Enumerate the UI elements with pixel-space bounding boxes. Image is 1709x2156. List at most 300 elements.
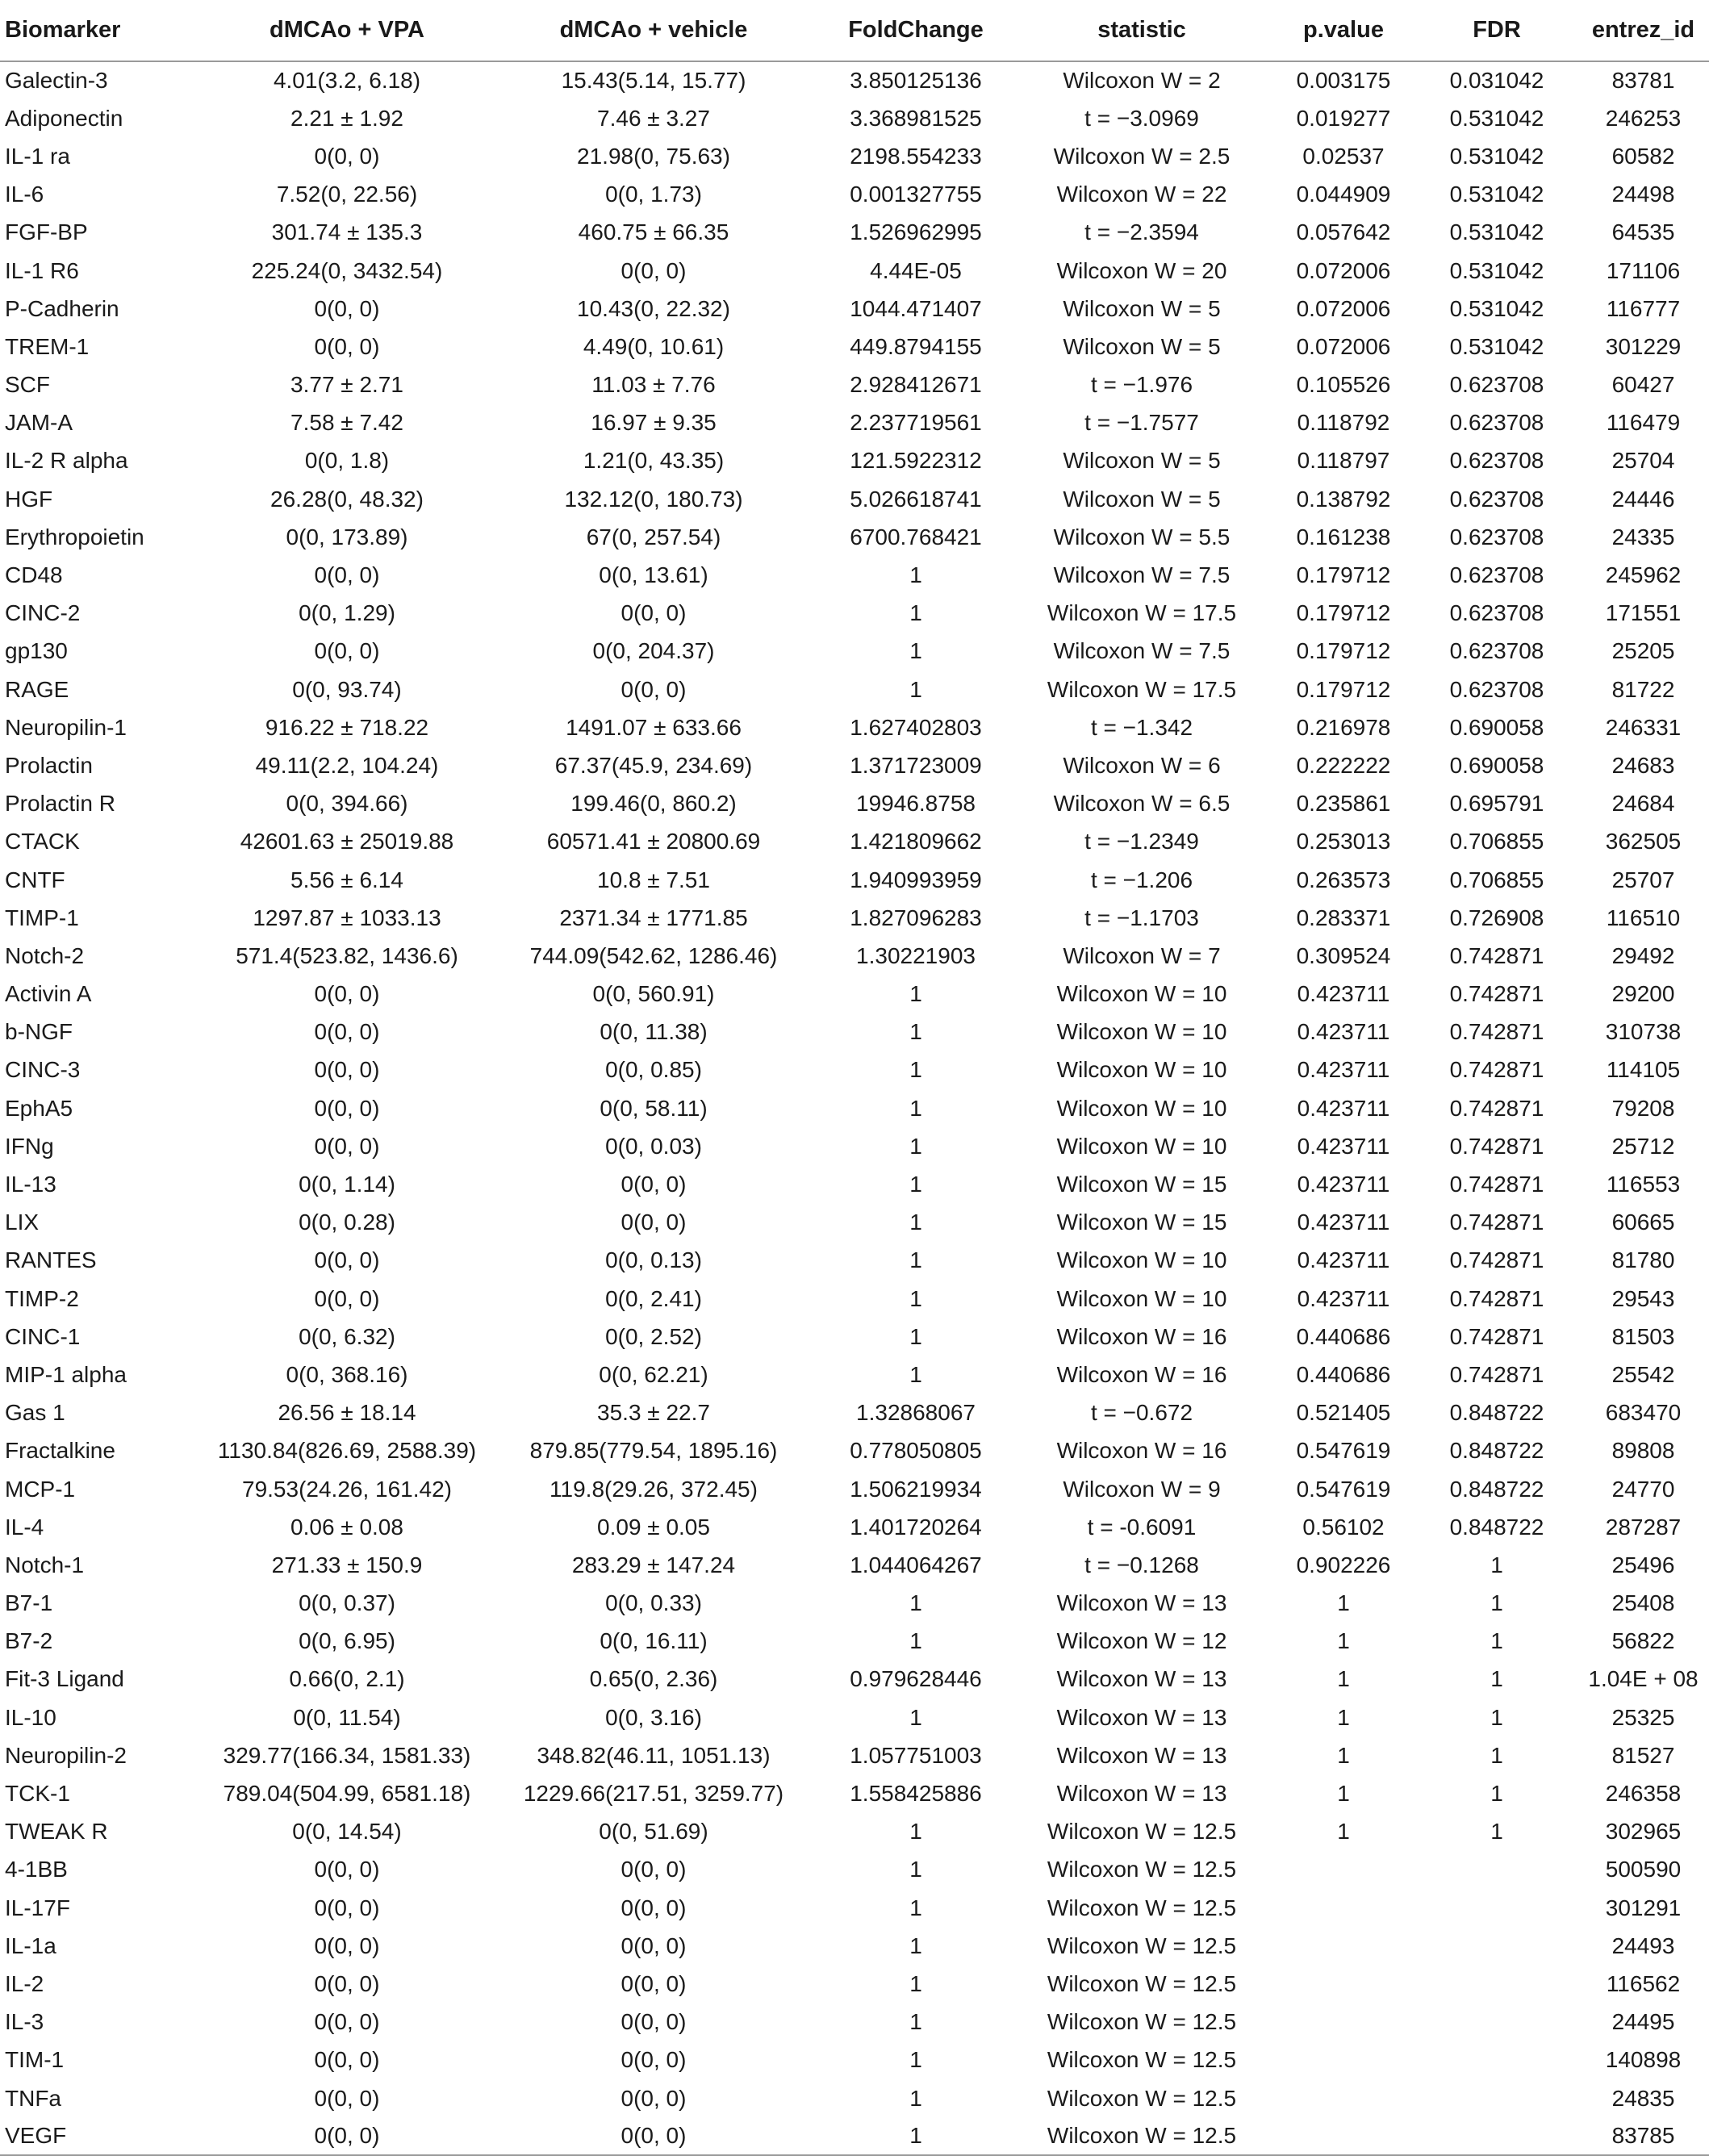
cell-biomarker: MCP-1 <box>5 1476 76 1502</box>
cell-pvalue: 0.118797 <box>1297 448 1390 474</box>
table-row <box>0 1089 1709 1127</box>
cell-dmcao-vehicle: 0(0, 0) <box>621 1857 687 1882</box>
cell-biomarker: Activin A <box>5 981 92 1007</box>
cell-pvalue: 1 <box>1337 1742 1350 1768</box>
cell-foldchange: 19946.8758 <box>856 791 976 817</box>
cell-dmcao-vpa: 0(0, 1.29) <box>299 600 395 626</box>
cell-foldchange: 1 <box>909 1819 922 1845</box>
cell-statistic: t = −1.976 <box>1090 372 1193 398</box>
cell-biomarker: IL-1 R6 <box>5 257 79 283</box>
cell-biomarker: IL-13 <box>5 1172 56 1197</box>
cell-dmcao-vpa: 329.77(166.34, 1581.33) <box>223 1742 471 1768</box>
cell-dmcao-vpa: 271.33 ± 150.9 <box>271 1552 423 1577</box>
cell-pvalue: 0.423711 <box>1297 1019 1390 1045</box>
cell-pvalue: 0.044909 <box>1296 182 1391 207</box>
cell-foldchange: 6700.768421 <box>850 524 982 549</box>
cell-fdr: 0.848722 <box>1449 1476 1544 1502</box>
cell-dmcao-vpa: 0(0, 0) <box>206 2117 488 2155</box>
cell-pvalue: 0.138792 <box>1296 486 1391 512</box>
cell-entrez-id: 24335 <box>1611 524 1675 549</box>
cell-dmcao-vpa: 0(0, 0) <box>314 981 380 1007</box>
cell-fdr: 0.742871 <box>1449 1247 1544 1273</box>
cell-fdr: 0.531042 <box>1449 257 1544 283</box>
cell-statistic: Wilcoxon W = 5 <box>1063 448 1221 474</box>
table-row <box>0 1356 1709 1393</box>
cell-statistic: Wilcoxon W = 2.5 <box>1053 143 1231 169</box>
table-row <box>0 861 1709 899</box>
cell-biomarker: TIMP-1 <box>5 905 79 930</box>
cell-fdr <box>1416 1927 1577 1965</box>
cell-statistic: Wilcoxon W = 12.5 <box>1047 1819 1237 1845</box>
cell-statistic: Wilcoxon W = 12.5 <box>1047 1970 1237 1996</box>
table-row <box>0 137 1709 175</box>
cell-dmcao-vehicle: 0(0, 0) <box>621 2009 687 2035</box>
cell-foldchange: 2.928412671 <box>850 372 982 398</box>
cell-dmcao-vpa: 0(0, 0) <box>314 2047 380 2073</box>
cell-dmcao-vpa: 0(0, 394.66) <box>286 791 408 817</box>
cell-fdr: 0.623708 <box>1449 486 1544 512</box>
cell-dmcao-vehicle: 0(0, 58.11) <box>600 1095 708 1121</box>
cell-fdr <box>1416 1889 1577 1927</box>
cell-fdr: 0.742871 <box>1449 1057 1544 1083</box>
cell-entrez-id: 246331 <box>1605 714 1682 740</box>
table-row <box>0 746 1709 784</box>
cell-pvalue: 1 <box>1337 1781 1350 1807</box>
table-row <box>0 1661 1709 1698</box>
cell-foldchange: 1 <box>909 1628 922 1654</box>
cell-fdr: 0.726908 <box>1449 905 1544 930</box>
cell-foldchange: 1 <box>909 1057 922 1083</box>
cell-statistic: Wilcoxon W = 22 <box>1056 182 1227 207</box>
cell-pvalue: 0.02537 <box>1302 143 1385 169</box>
cell-dmcao-vehicle: 744.09(542.62, 1286.46) <box>529 942 778 968</box>
table-row <box>0 1051 1709 1089</box>
cell-dmcao-vehicle: 0(0, 11.38) <box>600 1019 708 1045</box>
table-row <box>0 976 1709 1013</box>
cell-foldchange: 2.237719561 <box>850 410 982 436</box>
cell-pvalue: 0.309524 <box>1296 942 1391 968</box>
cell-dmcao-vehicle: 7.46 ± 3.27 <box>597 105 710 131</box>
cell-fdr: 0.623708 <box>1449 562 1544 588</box>
cell-dmcao-vpa: 2.21 ± 1.92 <box>290 105 403 131</box>
table-row <box>0 595 1709 633</box>
cell-dmcao-vpa: 0(0, 0) <box>314 1095 380 1121</box>
cell-entrez-id: 310738 <box>1605 1019 1682 1045</box>
cell-entrez-id: 60427 <box>1611 372 1675 398</box>
cell-foldchange: 1 <box>909 1019 922 1045</box>
cell-dmcao-vehicle: 879.85(779.54, 1895.16) <box>529 1438 778 1464</box>
cell-dmcao-vehicle: 2371.34 ± 1771.85 <box>559 905 748 930</box>
cell-fdr: 0.706855 <box>1449 867 1544 892</box>
cell-dmcao-vehicle: 119.8(29.26, 372.45) <box>549 1476 758 1502</box>
table-body <box>0 61 1709 2155</box>
cell-dmcao-vehicle: 0(0, 560.91) <box>592 981 715 1007</box>
cell-pvalue: 0.179712 <box>1296 676 1391 702</box>
cell-dmcao-vpa: 0(0, 0) <box>314 1019 380 1045</box>
cell-foldchange: 449.8794155 <box>850 333 982 359</box>
cell-fdr: 0.623708 <box>1449 448 1544 474</box>
cell-statistic: Wilcoxon W = 10 <box>1056 1095 1227 1121</box>
table-row <box>0 328 1709 366</box>
cell-statistic: Wilcoxon W = 12.5 <box>1047 2085 1237 2111</box>
cell-foldchange: 1.506219934 <box>850 1476 982 1502</box>
cell-biomarker: IL-1 ra <box>5 143 70 169</box>
cell-entrez-id: 246358 <box>1605 1781 1682 1807</box>
cell-fdr: 0.690058 <box>1449 752 1544 778</box>
cell-biomarker: EphA5 <box>5 1095 73 1121</box>
cell-fdr: 0.031042 <box>1449 68 1544 94</box>
cell-biomarker: CTACK <box>5 829 80 854</box>
cell-pvalue: 0.253013 <box>1296 829 1391 854</box>
cell-statistic: t = −1.342 <box>1090 714 1193 740</box>
cell-dmcao-vpa: 7.52(0, 22.56) <box>276 182 418 207</box>
table-row <box>0 1204 1709 1242</box>
table-row <box>0 708 1709 746</box>
table-row <box>0 785 1709 823</box>
cell-statistic: Wilcoxon W = 7.5 <box>1053 562 1231 588</box>
table-row <box>0 1013 1709 1051</box>
cell-fdr: 0.623708 <box>1449 676 1544 702</box>
cell-dmcao-vpa: 7.58 ± 7.42 <box>290 410 403 436</box>
cell-entrez-id: 81722 <box>1611 676 1675 702</box>
cell-foldchange: 1 <box>909 1704 922 1730</box>
cell-entrez-id: 301291 <box>1605 1895 1682 1920</box>
cell-pvalue: 0.019277 <box>1296 105 1391 131</box>
cell-biomarker: b-NGF <box>5 1019 73 1045</box>
cell-entrez-id: 116777 <box>1606 295 1681 321</box>
cell-dmcao-vpa: 789.04(504.99, 6581.18) <box>223 1781 471 1807</box>
cell-entrez-id: 24770 <box>1611 1476 1675 1502</box>
table-row <box>0 290 1709 328</box>
cell-statistic: Wilcoxon W = 5 <box>1063 486 1221 512</box>
cell-entrez-id: 29543 <box>1611 1285 1675 1311</box>
cell-foldchange: 1 <box>909 1172 922 1197</box>
cell-biomarker: TIM-1 <box>5 2047 65 2073</box>
cell-dmcao-vpa: 0(0, 0) <box>314 295 380 321</box>
cell-dmcao-vehicle: 1491.07 ± 633.66 <box>566 714 742 740</box>
table-row <box>0 176 1709 214</box>
cell-pvalue: 0.440686 <box>1296 1323 1391 1349</box>
cell-foldchange: 5.026618741 <box>850 486 982 512</box>
cell-dmcao-vpa: 0(0, 93.74) <box>292 676 402 702</box>
table-row <box>0 1851 1709 1889</box>
cell-dmcao-vpa: 0(0, 1.8) <box>304 448 390 474</box>
cell-foldchange: 1 <box>909 1361 922 1387</box>
cell-dmcao-vehicle: 0(0, 0.13) <box>605 1247 702 1273</box>
cell-foldchange: 1 <box>909 1285 922 1311</box>
cell-biomarker: IL-4 <box>5 1514 44 1540</box>
cell-dmcao-vpa: 571.4(523.82, 1436.6) <box>236 942 458 968</box>
cell-biomarker: JAM-A <box>5 410 73 436</box>
cell-dmcao-vehicle: 0(0, 0) <box>621 676 687 702</box>
cell-biomarker: IFNg <box>5 1133 54 1159</box>
cell-entrez-id: 24835 <box>1611 2085 1675 2111</box>
cell-dmcao-vpa: 0(0, 0) <box>314 1057 380 1083</box>
cell-biomarker: IL-17F <box>5 1895 70 1920</box>
cell-biomarker: TNFa <box>5 2085 61 2111</box>
cell-pvalue: 1 <box>1337 1628 1350 1654</box>
cell-statistic: Wilcoxon W = 10 <box>1056 981 1227 1007</box>
cell-statistic: Wilcoxon W = 5 <box>1063 333 1221 359</box>
cell-dmcao-vehicle: 0(0, 0) <box>621 2085 687 2111</box>
table-row <box>0 404 1709 442</box>
cell-foldchange: 0.778050805 <box>850 1438 982 1464</box>
cell-fdr: 1 <box>1490 1742 1503 1768</box>
cell-biomarker: CINC-1 <box>5 1323 81 1349</box>
cell-dmcao-vehicle: 11.03 ± 7.76 <box>591 372 716 398</box>
header-pvalue: p.value <box>1271 0 1416 61</box>
cell-statistic: t = −3.0969 <box>1084 105 1199 131</box>
cell-biomarker: LIX <box>5 1210 40 1235</box>
cell-dmcao-vpa: 225.24(0, 3432.54) <box>251 257 443 283</box>
cell-fdr: 0.742871 <box>1449 1019 1544 1045</box>
cell-pvalue: 0.423711 <box>1297 1133 1390 1159</box>
cell-dmcao-vehicle: 199.46(0, 860.2) <box>570 791 737 817</box>
cell-dmcao-vpa: 0(0, 0) <box>314 1970 380 1996</box>
cell-pvalue: 0.423711 <box>1297 1057 1390 1083</box>
cell-fdr: 0.690058 <box>1449 714 1544 740</box>
cell-fdr: 0.742871 <box>1449 1361 1544 1387</box>
cell-dmcao-vehicle: 0(0, 0) <box>621 257 687 283</box>
cell-dmcao-vehicle: 0(0, 1.73) <box>605 182 702 207</box>
cell-dmcao-vpa: 0(0, 368.16) <box>286 1361 408 1387</box>
cell-fdr: 0.742871 <box>1449 1172 1544 1197</box>
cell-dmcao-vpa: 0(0, 0) <box>314 1932 380 1958</box>
cell-entrez-id: 25205 <box>1611 638 1675 664</box>
cell-dmcao-vehicle: 0(0, 16.11) <box>600 1628 708 1654</box>
cell-pvalue: 0.072006 <box>1296 257 1391 283</box>
cell-pvalue: 0.902226 <box>1296 1552 1391 1577</box>
cell-dmcao-vehicle: 0(0, 3.16) <box>605 1704 702 1730</box>
table-row <box>0 2117 1709 2155</box>
cell-pvalue: 0.072006 <box>1296 333 1391 359</box>
cell-entrez-id: 89808 <box>1611 1438 1675 1464</box>
cell-fdr: 1 <box>1490 1819 1503 1845</box>
cell-entrez-id: 60665 <box>1611 1210 1675 1235</box>
cell-foldchange: 1.627402803 <box>850 714 982 740</box>
cell-pvalue <box>1271 1927 1416 1965</box>
cell-statistic: Wilcoxon W = 9 <box>1063 1476 1221 1502</box>
table-row <box>0 899 1709 937</box>
cell-biomarker: gp130 <box>5 638 68 664</box>
cell-biomarker: Erythropoietin <box>5 524 144 549</box>
cell-foldchange: 1.526962995 <box>850 219 982 245</box>
cell-fdr: 0.623708 <box>1449 410 1544 436</box>
cell-biomarker: SCF <box>5 372 50 398</box>
cell-pvalue: 0.179712 <box>1296 600 1391 626</box>
cell-foldchange: 1 <box>909 1970 922 1996</box>
cell-dmcao-vehicle: 10.43(0, 22.32) <box>577 295 730 321</box>
cell-dmcao-vehicle: 283.29 ± 147.24 <box>571 1552 736 1577</box>
cell-dmcao-vpa: 0(0, 173.89) <box>286 524 408 549</box>
cell-entrez-id: 302965 <box>1605 1819 1682 1845</box>
cell-dmcao-vehicle: 0(0, 62.21) <box>599 1361 708 1387</box>
cell-foldchange: 1 <box>909 1210 922 1235</box>
cell-entrez-id: 116562 <box>1606 1970 1681 1996</box>
header-foldchange: FoldChange <box>819 0 1013 61</box>
cell-biomarker: CD48 <box>5 562 63 588</box>
table-row <box>0 1318 1709 1356</box>
cell-fdr: 0.742871 <box>1449 942 1544 968</box>
table-row <box>0 2079 1709 2117</box>
cell-dmcao-vehicle: 10.8 ± 7.51 <box>597 867 710 892</box>
cell-pvalue: 0.423711 <box>1297 1285 1390 1311</box>
cell-biomarker: B7-1 <box>5 1590 53 1616</box>
cell-foldchange: 1.401720264 <box>850 1514 982 1540</box>
cell-statistic: t = -0.6091 <box>1087 1514 1197 1540</box>
cell-biomarker: IL-10 <box>5 1704 56 1730</box>
cell-entrez-id: 25704 <box>1611 448 1675 474</box>
cell-entrez-id: 29492 <box>1611 942 1675 968</box>
cell-dmcao-vpa: 1130.84(826.69, 2588.39) <box>217 1438 477 1464</box>
cell-biomarker: 4-1BB <box>5 1857 68 1882</box>
cell-statistic: Wilcoxon W = 15 <box>1056 1172 1227 1197</box>
cell-dmcao-vehicle: 0(0, 0) <box>621 1932 687 1958</box>
cell-entrez-id: 171106 <box>1606 257 1681 283</box>
cell-dmcao-vpa: 0(0, 0.37) <box>299 1590 395 1616</box>
cell-fdr: 0.531042 <box>1449 295 1544 321</box>
cell-statistic: Wilcoxon W = 17.5 <box>1047 676 1237 702</box>
table-row <box>0 366 1709 404</box>
cell-entrez-id: 24683 <box>1611 752 1675 778</box>
cell-entrez-id: 81503 <box>1611 1323 1675 1349</box>
cell-entrez-id: 1.04E + 08 <box>1588 1666 1699 1692</box>
cell-foldchange: 1.30221903 <box>856 942 976 968</box>
cell-entrez-id: 79208 <box>1611 1095 1675 1121</box>
cell-statistic: Wilcoxon W = 12.5 <box>1047 1895 1237 1920</box>
cell-dmcao-vpa: 0(0, 0) <box>314 1247 380 1273</box>
cell-fdr: 0.742871 <box>1449 1095 1544 1121</box>
cell-dmcao-vpa: 0(0, 0) <box>314 2009 380 2035</box>
cell-biomarker: B7-2 <box>5 1628 53 1654</box>
cell-entrez-id: 116479 <box>1606 410 1681 436</box>
cell-pvalue: 1 <box>1337 1704 1350 1730</box>
cell-statistic: Wilcoxon W = 12.5 <box>1047 1857 1237 1882</box>
cell-pvalue: 1 <box>1337 1590 1350 1616</box>
cell-statistic: Wilcoxon W = 6 <box>1063 752 1221 778</box>
cell-dmcao-vpa: 0(0, 0) <box>314 1895 380 1920</box>
cell-fdr: 0.623708 <box>1449 524 1544 549</box>
cell-entrez-id: 81527 <box>1611 1742 1675 1768</box>
cell-statistic: Wilcoxon W = 10 <box>1056 1133 1227 1159</box>
table-row <box>0 1280 1709 1318</box>
cell-biomarker: CNTF <box>5 867 65 892</box>
cell-biomarker: RANTES <box>5 1247 97 1273</box>
cell-entrez-id: 83785 <box>1577 2117 1709 2155</box>
cell-entrez-id: 25496 <box>1611 1552 1675 1577</box>
cell-dmcao-vehicle: 0(0, 13.61) <box>599 562 708 588</box>
cell-statistic: Wilcoxon W = 20 <box>1056 257 1227 283</box>
cell-pvalue: 0.179712 <box>1296 562 1391 588</box>
table-row <box>0 1127 1709 1165</box>
cell-statistic: t = −1.7577 <box>1084 410 1199 436</box>
cell-entrez-id: 83781 <box>1611 68 1675 94</box>
cell-statistic: Wilcoxon W = 6.5 <box>1053 791 1231 817</box>
cell-entrez-id: 25325 <box>1611 1704 1675 1730</box>
table-row <box>0 633 1709 671</box>
cell-dmcao-vpa: 0(0, 14.54) <box>292 1819 402 1845</box>
cell-entrez-id: 500590 <box>1605 1857 1682 1882</box>
cell-biomarker: Gas 1 <box>5 1400 65 1426</box>
cell-fdr: 0.848722 <box>1449 1438 1544 1464</box>
table-row <box>0 1470 1709 1508</box>
cell-foldchange: 1 <box>909 1095 922 1121</box>
cell-foldchange: 121.5922312 <box>850 448 982 474</box>
cell-foldchange: 1.827096283 <box>850 905 982 930</box>
cell-fdr <box>1416 2079 1577 2117</box>
cell-biomarker: IL-3 <box>5 2009 44 2035</box>
cell-dmcao-vpa: 0(0, 6.95) <box>299 1628 395 1654</box>
cell-entrez-id: 287287 <box>1605 1514 1682 1540</box>
cell-dmcao-vpa: 0.06 ± 0.08 <box>290 1514 403 1540</box>
cell-pvalue: 0.521405 <box>1296 1400 1391 1426</box>
cell-statistic: Wilcoxon W = 15 <box>1056 1210 1227 1235</box>
cell-foldchange: 1 <box>909 600 922 626</box>
cell-dmcao-vehicle: 0(0, 0.85) <box>605 1057 702 1083</box>
cell-biomarker: Galectin-3 <box>5 68 108 94</box>
table-row <box>0 214 1709 252</box>
cell-foldchange: 1 <box>909 638 922 664</box>
cell-biomarker: HGF <box>5 486 53 512</box>
cell-dmcao-vehicle: 67.37(45.9, 234.69) <box>554 752 753 778</box>
cell-dmcao-vehicle: 0(0, 0.33) <box>605 1590 702 1616</box>
cell-biomarker: P-Cadherin <box>5 295 119 321</box>
table-row <box>0 1774 1709 1812</box>
cell-foldchange: 1 <box>909 1932 922 1958</box>
table-row <box>0 556 1709 594</box>
cell-foldchange: 1 <box>909 1895 922 1920</box>
cell-statistic: t = −1.1703 <box>1084 905 1199 930</box>
cell-statistic: Wilcoxon W = 10 <box>1056 1057 1227 1083</box>
cell-fdr <box>1416 1851 1577 1889</box>
cell-statistic: Wilcoxon W = 16 <box>1056 1438 1227 1464</box>
cell-biomarker: TIMP-2 <box>5 1285 79 1311</box>
cell-pvalue <box>1271 1965 1416 2003</box>
cell-dmcao-vpa: 0(0, 1.14) <box>299 1172 395 1197</box>
cell-fdr: 0.623708 <box>1449 638 1544 664</box>
cell-fdr: 0.695791 <box>1449 791 1544 817</box>
cell-dmcao-vehicle: 0(0, 0) <box>621 1970 687 1996</box>
cell-foldchange: 1.940993959 <box>850 867 982 892</box>
cell-pvalue: 0.283371 <box>1296 905 1391 930</box>
table-row <box>0 61 1709 99</box>
cell-entrez-id: 56822 <box>1611 1628 1675 1654</box>
cell-fdr: 0.742871 <box>1449 1210 1544 1235</box>
table-header <box>0 0 1709 61</box>
cell-entrez-id: 114105 <box>1606 1057 1681 1083</box>
cell-dmcao-vpa: 3.77 ± 2.71 <box>290 372 403 398</box>
cell-dmcao-vehicle: 0.65(0, 2.36) <box>589 1666 718 1692</box>
cell-pvalue: 0.105526 <box>1296 372 1391 398</box>
table-row <box>0 99 1709 137</box>
cell-foldchange: 1 <box>909 981 922 1007</box>
cell-foldchange: 1.044064267 <box>850 1552 982 1577</box>
cell-biomarker: Neuropilin-1 <box>5 714 127 740</box>
cell-pvalue: 0.423711 <box>1297 1210 1390 1235</box>
cell-statistic: Wilcoxon W = 13 <box>1056 1742 1227 1768</box>
cell-dmcao-vpa: 5.56 ± 6.14 <box>290 867 403 892</box>
header-entrez-id: entrez_id <box>1577 0 1709 61</box>
cell-fdr: 0.848722 <box>1449 1514 1544 1540</box>
header-biomarker: Biomarker <box>0 0 206 61</box>
cell-pvalue: 0.235861 <box>1296 791 1391 817</box>
cell-biomarker: Fractalkine <box>5 1438 115 1464</box>
cell-fdr: 0.531042 <box>1449 143 1544 169</box>
cell-biomarker: MIP-1 alpha <box>5 1361 127 1387</box>
header-statistic: statistic <box>1013 0 1271 61</box>
cell-foldchange: 2198.554233 <box>850 143 982 169</box>
cell-dmcao-vehicle: 16.97 ± 9.35 <box>591 410 717 436</box>
